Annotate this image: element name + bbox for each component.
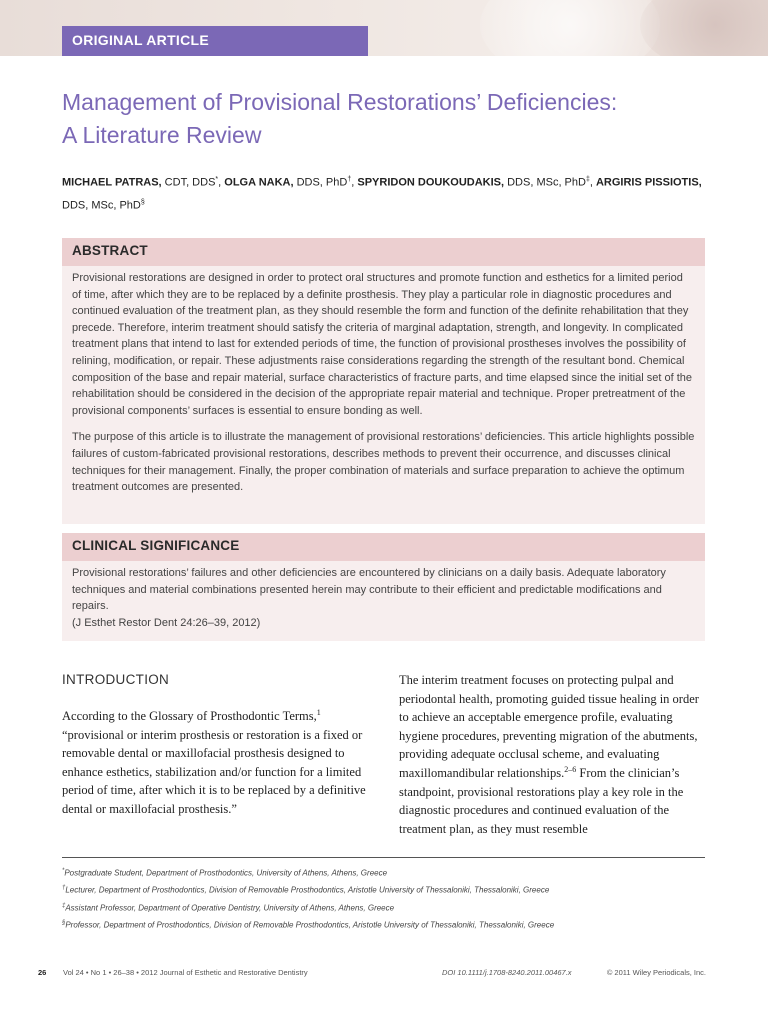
- footnotes: [62, 864, 712, 933]
- page-number: 26: [38, 968, 47, 977]
- abstract-body: [62, 266, 705, 502]
- doi: DOI 10.1111/j.1708-8240.2011.00467.x: [442, 968, 572, 977]
- affiliation-mark: *: [215, 176, 219, 183]
- abstract-heading: ABSTRACT: [62, 238, 705, 266]
- intro-text-continued: From the clinician’s standpoint, provisional restorations play a key role in the diagnostic procedures and continued evaluation of the treatment plan, as they must resemble: [399, 765, 684, 836]
- introduction-heading: INTRODUCTION: [62, 672, 170, 687]
- clinical-significance-heading: CLINICAL SIGNIFICANCE: [62, 533, 705, 561]
- journal-volume-info: Vol 24 • No 1 • 26–38 • 2012 Journal of Esthetic and Restorative Dentistry: [63, 968, 308, 977]
- footnote-mark: *: [62, 868, 65, 874]
- footnote: [62, 899, 712, 916]
- author-degrees: DDS, PhD: [293, 176, 348, 189]
- affiliation-mark: §: [140, 198, 145, 206]
- author-degrees: DDS, MSc, PhD: [62, 199, 141, 212]
- author-degrees: DDS, MSc, PhD: [504, 176, 586, 189]
- affiliation-mark: ‡: [585, 176, 590, 183]
- clinical-significance-box: [62, 533, 705, 641]
- introduction-left-column: [62, 707, 368, 819]
- author-separator: ,: [218, 176, 225, 189]
- author-separator: ,: [589, 176, 596, 189]
- article-type-tag: ORIGINAL ARTICLE: [62, 26, 368, 56]
- footnote: [62, 881, 712, 898]
- introduction-right-column: [399, 671, 706, 838]
- clinical-significance-text: Provisional restorations’ failures and other deficiencies are encountered by clinicians on a daily basis. Adequate laboratory techniques and material combinations presented herein may contribute to their efficient and predictable modifications and repairs.: [72, 567, 666, 613]
- footnote: [62, 864, 712, 881]
- footnote-mark: ‡: [62, 902, 66, 909]
- intro-text: The interim treatment focuses on protecting pulpal and periodontal health, promoting guided tissue healing in order to achieve an acceptable emergence profile, evaluating hygiene procedures, preventing migration of the abutments, providing adequate occlusal scheme, and evaluating maxillomandibular relationships.: [399, 673, 699, 780]
- intro-quote: “provisional or interim prosthesis or restoration is a fixed or removable dental or maxillofacial prosthesis designed to enhance esthetics, stabilization and/or function for a limited period of time, after which it is to be replaced by a definitive dental or maxillofacial prosthesis.”: [62, 727, 366, 816]
- author-name: MICHAEL PATRAS,: [62, 176, 162, 189]
- intro-text: According to the Glossary of Prosthodontic Terms,: [62, 709, 317, 723]
- banner-decoration: [640, 0, 768, 56]
- footnote-text: Postgraduate Student, Department of Prosthodontics, University of Athens, Athens, Greece: [64, 868, 388, 878]
- abstract-paragraph-1: Provisional restorations are designed in order to protect oral structures and promote function and esthetics for a limited period of time, after which they are to be replaced by a definite prosthesis. They play a particular role in diagnostic procedures and continued evaluation of the treatment plan, as they should resemble the form and function of the definite rehabilitation that they precede. Therefore, interim treatment should satisfy the criteria of marginal adaptation, strength, and longevity. In complicated treatment plans that intend to last for extended periods of time, the function of provisional prostheses involves the possibility of relining, modification, or repair. These adjustments raise considerations regarding the strength of the resultant bond. Chemical composition of the base and repair material, surface characteristics of fracture parts, and time elapsed since the initial set of the rehabilitation should be considered in the decision of the appropriate repair material and technique. Proper pretreatment of the provisional components’ surfaces is essential to ensure bonding as well.: [72, 272, 692, 417]
- footnote: [62, 916, 712, 933]
- clinical-significance-body: [62, 561, 705, 637]
- abstract-box: [62, 238, 705, 524]
- footnote-mark: §: [62, 919, 66, 926]
- journal-citation: (J Esthet Restor Dent 24:26–39, 2012): [72, 616, 261, 629]
- footnote-text: Lecturer, Department of Prosthodontics, Division of Removable Prosthodontics, Aristotle University of Thessaloniki, Thessaloniki, Greece: [65, 885, 550, 895]
- reference-mark: 2–6: [564, 764, 577, 774]
- abstract-paragraph-2: The purpose of this article is to illustrate the management of provisional restorations’ deficiencies. This article highlights possible failures of custom-fabricated provisional restorations, describes methods to prevent their occurrence, and discusses clinical techniques for their management. Finally, the proper combination of materials and surface preparation to achieve the optimum treatment outcomes are presented.: [72, 431, 695, 494]
- copyright: © 2011 Wiley Periodicals, Inc.: [606, 968, 706, 977]
- affiliation-mark: †: [347, 176, 352, 183]
- footnote-divider: [62, 857, 705, 858]
- author-name: ARGIRIS PISSIOTIS,: [595, 176, 702, 189]
- author-list: [62, 170, 707, 215]
- author-name: OLGA NAKA,: [224, 176, 294, 189]
- footnote-mark: †: [62, 885, 66, 892]
- author-separator: ,: [351, 176, 358, 189]
- banner-decoration: [480, 0, 660, 56]
- footnote-text: Professor, Department of Prosthodontics, Division of Removable Prosthodontics, Aristotle University of Thessaloniki, Thessaloniki, Greece: [65, 920, 555, 930]
- author-degrees: CDT, DDS: [161, 176, 216, 189]
- title-line-2: A Literature Review: [62, 122, 262, 148]
- author-name: SPYRIDON DOUKOUDAKIS,: [357, 176, 505, 189]
- title-line-1: Management of Provisional Restorations’ Deficiencies:: [62, 89, 618, 115]
- footnote-text: Assistant Professor, Department of Operative Dentistry, University of Athens, Athens, Greece: [65, 903, 395, 913]
- article-title: [62, 86, 712, 152]
- reference-mark: 1: [316, 707, 321, 717]
